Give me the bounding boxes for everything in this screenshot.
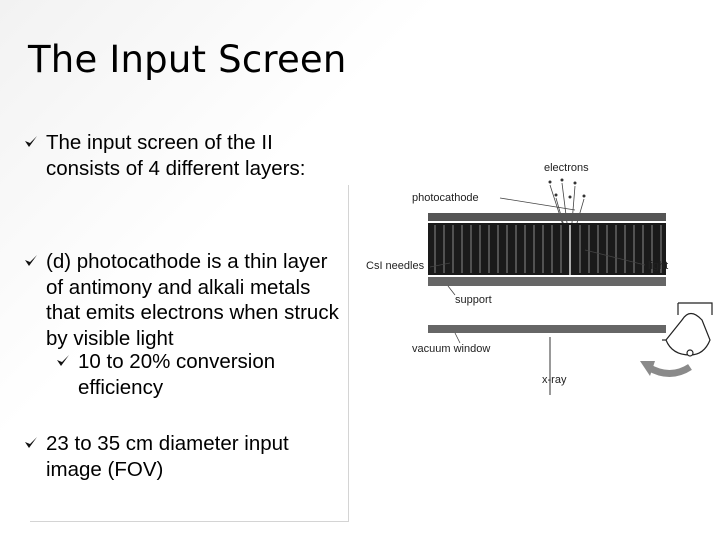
photocathode-layer [428, 213, 666, 221]
photocathode-label: photocathode [412, 192, 479, 204]
electrons-label: electrons [544, 162, 589, 174]
electron-dots [549, 179, 586, 199]
vacuum-window-layer [428, 325, 666, 333]
bullet-text: The input screen of the II consists of 4 different layers: [46, 131, 306, 180]
support-label: support [455, 294, 492, 306]
support-layer [428, 277, 666, 286]
magnify-arrow [648, 367, 690, 374]
image-intensifier-icon [662, 303, 712, 356]
input-screen-diagram [360, 155, 715, 400]
light-label: light [648, 260, 669, 272]
bullet-text: (d) photocathode is a thin layer of antimony and alkali metals that emits electrons when struck by visible light [46, 250, 339, 350]
check-bullet-icon [24, 134, 38, 150]
vacuum-window-label: vacuum window [412, 343, 491, 355]
xray-label: x-ray [542, 374, 567, 386]
bullet-text: 23 to 35 cm diameter input image (FOV) [46, 432, 289, 481]
check-bullet-icon [24, 253, 38, 269]
csi-needles-layer [428, 223, 669, 275]
csi-needles-label: CsI needles [366, 260, 425, 272]
check-bullet-icon [24, 435, 38, 451]
sub-bullet-text: 10 to 20% conversion efficiency [78, 350, 276, 399]
check-bullet-icon [56, 353, 70, 369]
slide-title: The Input Screen [28, 38, 347, 81]
